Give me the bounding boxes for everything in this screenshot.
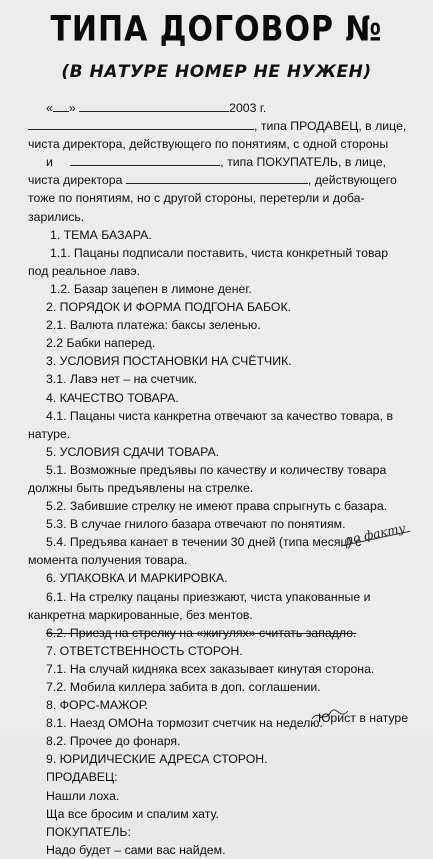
clause: 5.2. Забившие стрелку не имеют права спрыгнуть с базара.: [46, 499, 388, 514]
clause: 2.2 Бабки наперед.: [46, 336, 156, 351]
clause-cont: натуре.: [28, 426, 71, 441]
clause: 6.1. На стрелку пацаны приезжают, чиста упакованные и: [46, 589, 371, 604]
section-heading: 8. ФОРС-МАЖОР.: [46, 698, 149, 713]
contract-title: ТИПА ДОГОВОР №: [50, 9, 383, 50]
clause: 2.1. Валюта платежа: баксы зеленью.: [46, 318, 261, 333]
party-label: ПОКУПАТЕЛЬ:: [46, 824, 131, 839]
party-address: Ща все бросим и спалим хату.: [46, 806, 219, 821]
date-day-blank: [53, 100, 69, 112]
section-heading: 5. УСЛОВИЯ СДАЧИ ТОВАРА.: [46, 444, 220, 459]
clause: 5.1. Возможные предъявы по качеству и количеству товара: [46, 462, 387, 477]
party-address: Нашли лоха.: [46, 788, 120, 803]
buyer-line: и , типа ПОКУПАТЕЛЬ, в лице,: [46, 155, 386, 170]
section-heading: 7. ОТВЕТСТВЕННОСТЬ СТОРОН.: [46, 643, 243, 658]
clause-cont: под реальное лавэ.: [28, 263, 141, 278]
contract-body: [28, 99, 416, 859]
date-month-blank: [79, 100, 229, 112]
struck-clause: 6.2. Приезд на стрелку на «жигулях» считать западло.: [46, 625, 357, 640]
seller-name-blank: [28, 118, 254, 130]
seller-line: , типа ПРОДАВЕЦ, в лице,: [28, 117, 416, 135]
clause: 1.2. Базар зацепен в лимоне денег.: [50, 281, 252, 296]
clause: 4.1. Пацаны чиста канкретна отвечают за качество товара, в: [46, 408, 393, 423]
section-heading: 4. КАЧЕСТВО ТОВАРА.: [46, 390, 179, 405]
section-heading: 2. ПОРЯДОК И ФОРМА ПОДГОНА БАБОК.: [46, 300, 292, 315]
party-label: ПРОДАВЕЦ:: [46, 770, 118, 785]
clause: 7.1. На случай кидняка всех заказывает кинутая сторона.: [46, 661, 375, 676]
year-text: 2003 г.: [229, 101, 267, 115]
section-heading: 3. УСЛОВИЯ ПОСТАНОВКИ НА СЧЁТЧИК.: [46, 354, 292, 369]
clause: 1.1. Пацаны подписали поставить, чиста конкретный товар: [50, 245, 389, 260]
buyer-rep-line: чиста директора , действующего: [28, 173, 397, 188]
clause-cont: момента получения товара.: [28, 553, 188, 568]
other-side-line: тоже по понятиям, но с другой стороны, перетерли и доба-: [28, 191, 365, 206]
party-address: Надо будет – сами вас найдем.: [46, 842, 226, 857]
buyer-name-blank: [70, 154, 220, 166]
date-line: « » 2003 г.: [46, 101, 267, 115]
agreed-line: зарились.: [28, 209, 85, 224]
clause: 3.1. Лавэ нет – на счетчик.: [46, 372, 198, 387]
clause-cont: должны быть предъявлены на стрелке.: [28, 480, 254, 495]
buyer-rep-blank: [126, 172, 308, 184]
contract-subtitle: (В НАТУРЕ НОМЕР НЕ НУЖЕН): [61, 62, 372, 82]
clause: 8.2. Прочее до фонаря.: [46, 734, 181, 749]
clause: 5.3. В случае гнилого базара отвечают по понятиям.: [46, 517, 346, 532]
handwritten-note: по факту: [344, 520, 407, 548]
clause-cont: канкретна маркированные, без ментов.: [28, 607, 253, 622]
section-heading: 1. ТЕМА БАЗАРА.: [50, 227, 152, 242]
section-heading: 9. ЮРИДИЧЕСКИЕ АДРЕСА СТОРОН.: [46, 752, 268, 767]
seller-rep-line: чиста директора, действующего по понятиям, с одной стороны: [28, 137, 389, 152]
clause: 5.4. Предъява канает в течении 30 дней (типа месяц) с: [46, 535, 362, 550]
section-heading: 6. УПАКОВКА И МАРКИРОВКА.: [46, 571, 228, 586]
clause: 8.1. Наезд ОМОНа тормозит счетчик на неделю.: [46, 716, 323, 731]
lawyer-signature: Юрист в натуре: [318, 711, 409, 725]
clause: 7.2. Мобила киллера забита в доп. соглашении.: [46, 680, 321, 694]
